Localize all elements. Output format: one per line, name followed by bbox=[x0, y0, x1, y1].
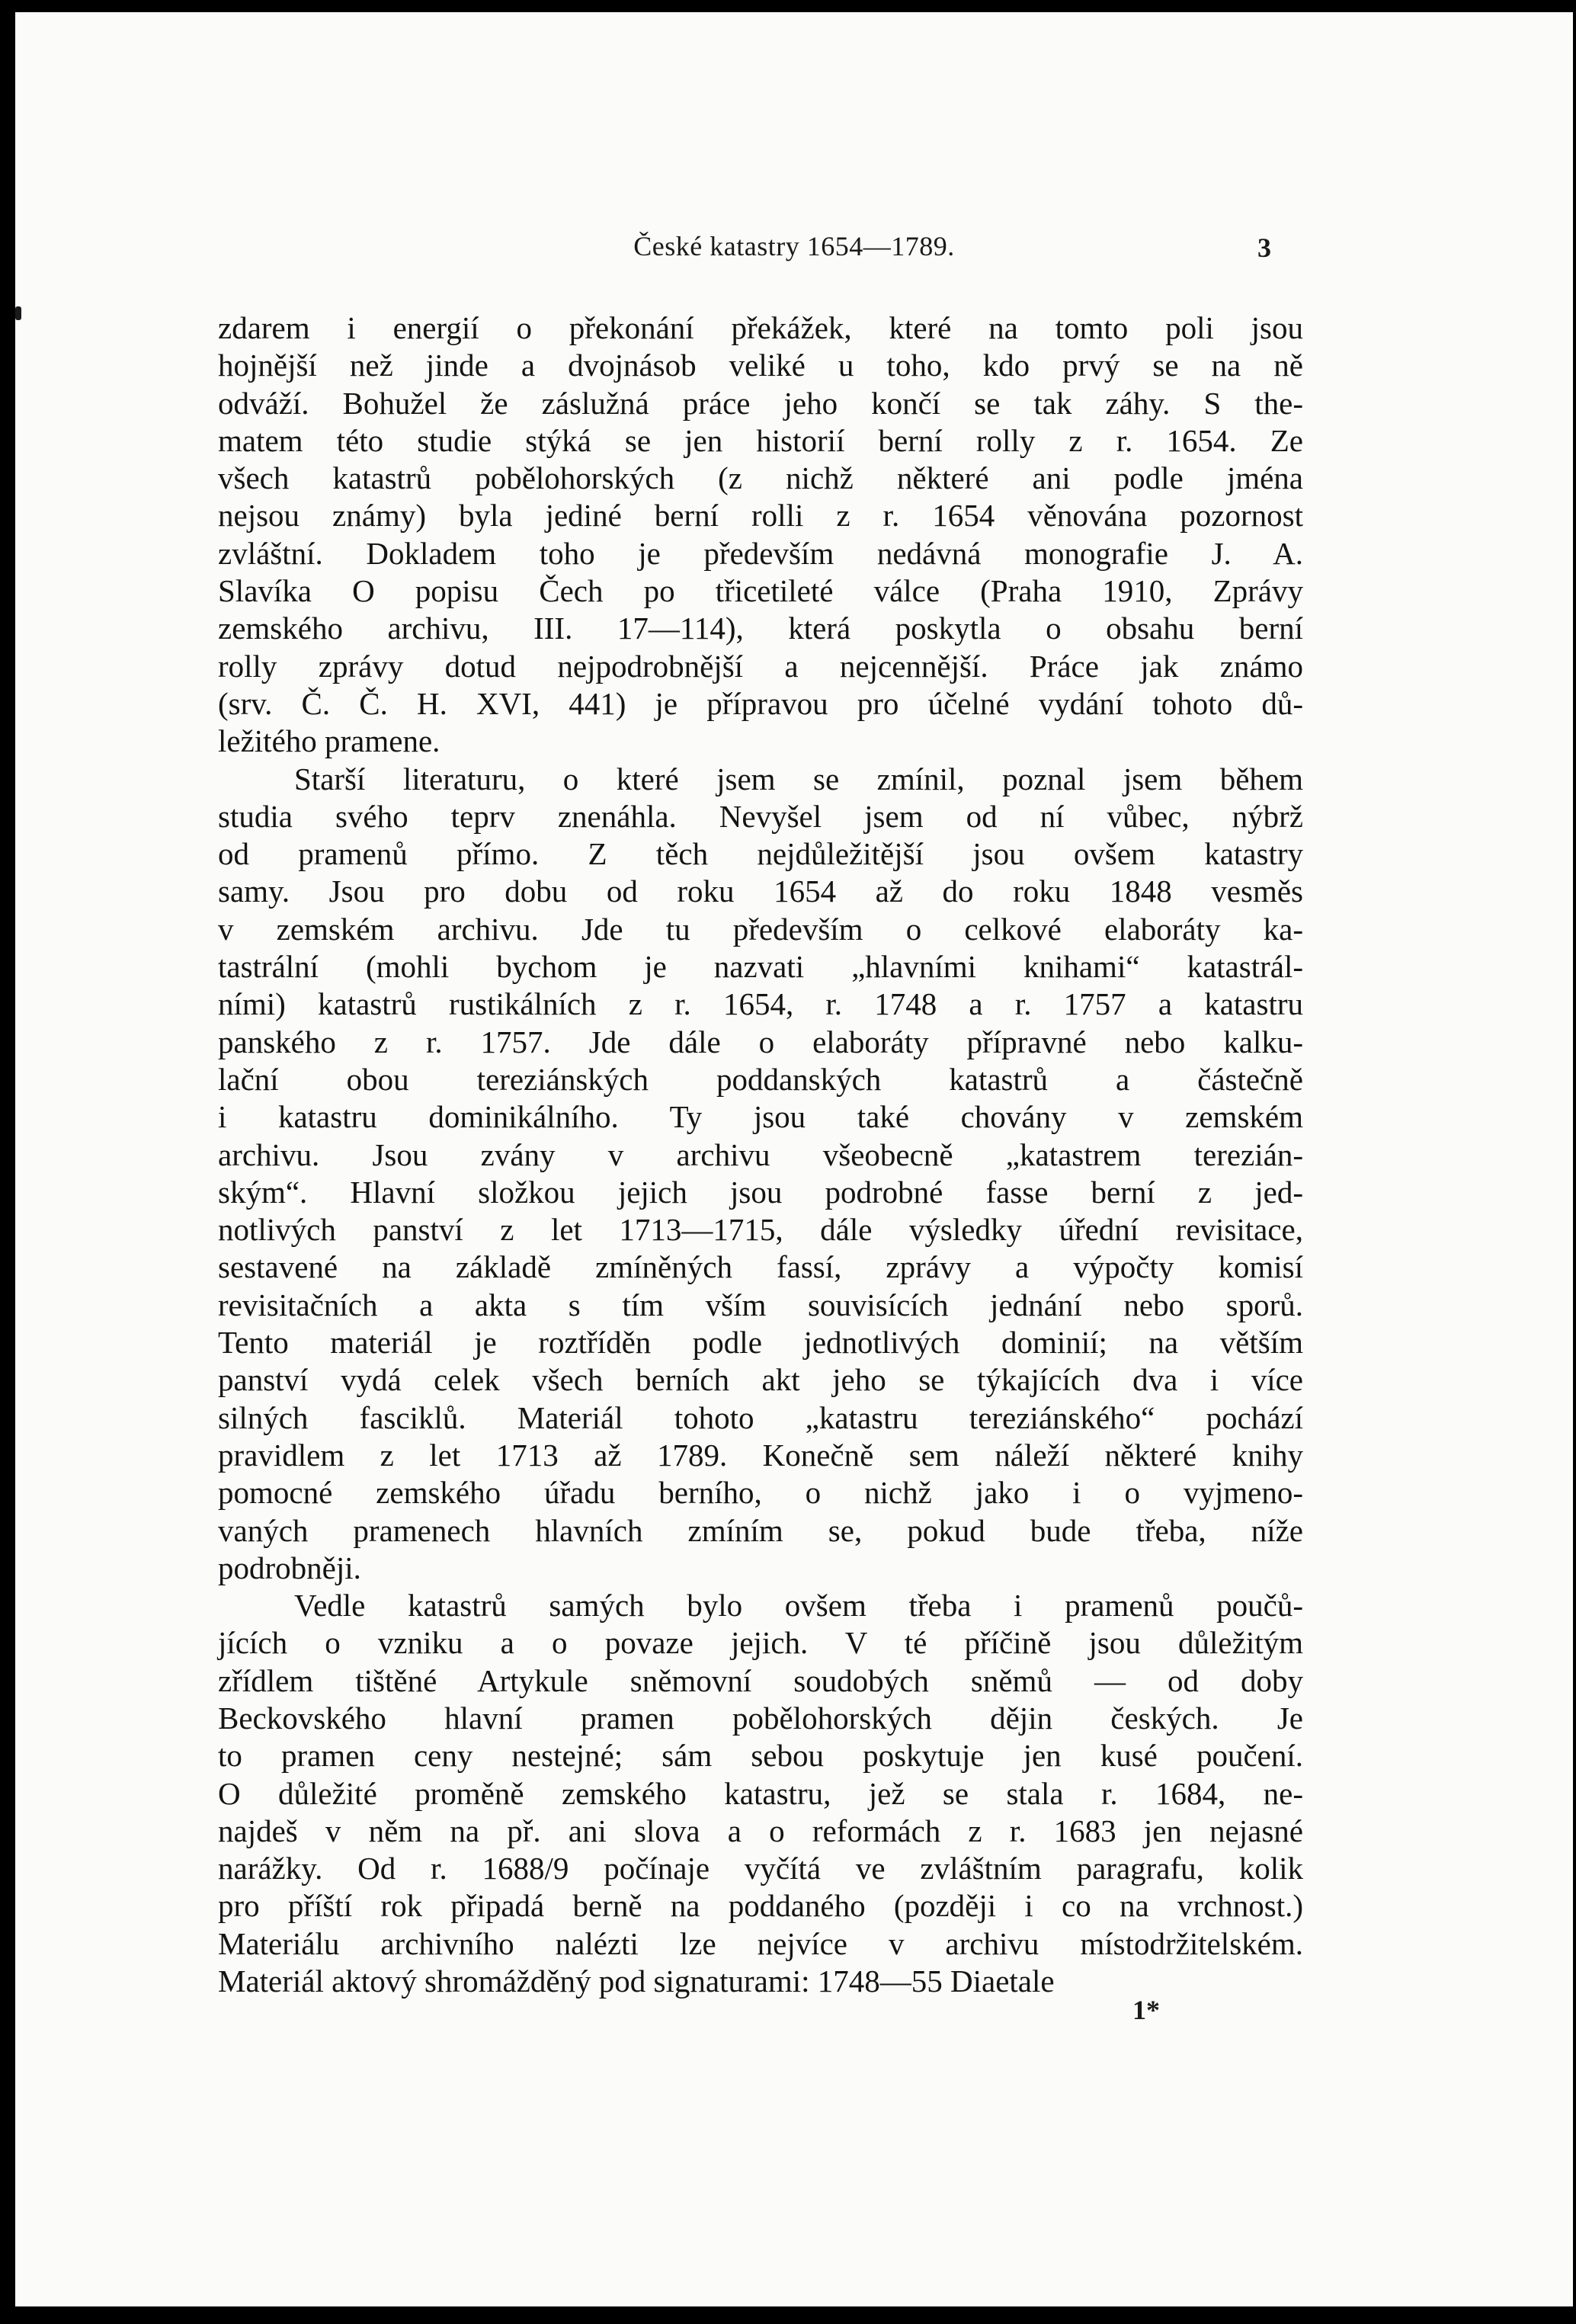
running-header bbox=[15, 226, 1573, 271]
page-number: 3 bbox=[1257, 232, 1271, 263]
text-line: najdeš v něm na př. ani slova a o reformách z r. 1683 jen nejasné bbox=[218, 1813, 1303, 1848]
text-line: tastrální (mohli bychom je nazvati „hlavními knihami“ katastrál- bbox=[218, 949, 1303, 985]
text-line: zdarem i energií o překonání překážek, které na tomto poli jsou bbox=[218, 310, 1303, 345]
text-line: Materiálu archivního nalézti lze nejvíce v archivu místodržitelském. bbox=[218, 1925, 1303, 1961]
text-line: pro příští rok připadá berně na poddaného (později i co na vrchnost.) bbox=[218, 1888, 1303, 1924]
text-line: jících o vzniku a o povaze jejich. V té příčině jsou důležitým bbox=[218, 1625, 1303, 1661]
paragraph bbox=[218, 761, 1303, 1588]
text-line: zemského archivu, III. 17—114), která poskytla o obsahu berní bbox=[218, 611, 1303, 646]
text-line: silných fasciklů. Materiál tohoto „katastru tereziánského“ pochází bbox=[218, 1399, 1303, 1435]
text-line: hojnější než jinde a dvojnásob veliké u toho, kdo prvý se na ně bbox=[218, 348, 1303, 383]
text-line: Materiál aktový shromážděný pod signaturami: 1748—55 Diaetale bbox=[218, 1963, 1055, 1999]
text-line: zřídlem tištěné Artykule sněmovní soudobých sněmů — od doby bbox=[218, 1662, 1303, 1698]
text-line: i katastru dominikálního. Ty jsou také chovány v zemském bbox=[218, 1099, 1303, 1135]
text-line: notlivých panství z let 1713—1715, dále výsledky úřední revisitace, bbox=[218, 1212, 1303, 1248]
text-line: archivu. Jsou zvány v archivu všeobecně „katastrem terezián- bbox=[218, 1136, 1303, 1172]
text-line: Beckovského hlavní pramen pobělohorských dějin českých. Je bbox=[218, 1700, 1303, 1736]
text-line: lační obou tereziánských poddanských katastrů a částečně bbox=[218, 1061, 1303, 1097]
paragraph bbox=[218, 1587, 1303, 2000]
text-line: od pramenů přímo. Z těch nejdůležitější jsou ovšem katastry bbox=[218, 836, 1303, 872]
text-line: panského z r. 1757. Jde dále o elaboráty přípravné nebo kalku- bbox=[218, 1024, 1303, 1059]
margin-ink-mark bbox=[15, 306, 21, 320]
text-line: všech katastrů pobělohorských (z nichž některé ani podle jména bbox=[218, 460, 1303, 496]
text-line: revisitačních a akta s tím vším souvisících jednání nebo sporů. bbox=[218, 1287, 1303, 1322]
text-line: ními) katastrů rustikálních z r. 1654, r. 1748 a r. 1757 a katastru bbox=[218, 986, 1303, 1022]
text-line: nejsou známy) byla jediné berní rolli z r. 1654 věnována pozornost bbox=[218, 498, 1303, 534]
text-line: ležitého pramene. bbox=[218, 723, 440, 759]
text-line: sestavené na základě zmíněných fassí, zprávy a výpočty komisí bbox=[218, 1249, 1303, 1285]
text-line: to pramen ceny nestejné; sám sebou poskytuje jen kusé poučení. bbox=[218, 1738, 1303, 1774]
text-line: odváží. Bohužel že záslužná práce jeho končí se tak záhy. S the- bbox=[218, 385, 1303, 421]
text-line: (srv. Č. Č. H. XVI, 441) je přípravou pro účelné vydání tohoto dů- bbox=[218, 685, 1303, 721]
text-line: Starší literaturu, o které jsem se zmínil, poznal jsem během bbox=[294, 761, 1303, 797]
paragraph bbox=[218, 309, 1303, 761]
book-page bbox=[15, 12, 1573, 2306]
body-text bbox=[218, 309, 1303, 2000]
running-title: České katastry 1654—1789. bbox=[633, 231, 955, 261]
text-line: vaných pramenech hlavních zmíním se, pokud bude třeba, níže bbox=[218, 1512, 1303, 1548]
text-line: pomocné zemského úřadu berního, o nichž jako i o vyjmeno- bbox=[218, 1475, 1303, 1511]
text-line: Tento materiál je roztříděn podle jednotlivých dominií; na větším bbox=[218, 1325, 1303, 1361]
text-line: pravidlem z let 1713 až 1789. Konečně sem náleží některé knihy bbox=[218, 1437, 1303, 1473]
text-line: podrobněji. bbox=[218, 1550, 361, 1585]
text-line: v zemském archivu. Jde tu především o celkové elaboráty ka- bbox=[218, 911, 1303, 947]
text-line: ským“. Hlavní složkou jejich jsou podrobné fasse berní z jed- bbox=[218, 1174, 1303, 1210]
text-line: panství vydá celek všech berních akt jeho se týkajících dva i více bbox=[218, 1362, 1303, 1398]
text-line: studia svého teprv znenáhla. Nevyšel jsem od ní vůbec, nýbrž bbox=[218, 798, 1303, 834]
text-line: Slavíka O popisu Čech po třicetileté válce (Praha 1910, Zprávy bbox=[218, 573, 1303, 609]
text-line: samy. Jsou pro dobu od roku 1654 až do roku 1848 vesměs bbox=[218, 874, 1303, 909]
text-line: zvláštní. Dokladem toho je především nedávná monografie J. A. bbox=[218, 535, 1303, 571]
text-line: Vedle katastrů samých bylo ovšem třeba i pramenů poučů- bbox=[294, 1588, 1303, 1624]
text-line: rolly zprávy dotud nejpodrobnější a nejcennější. Práce jak známo bbox=[218, 648, 1303, 684]
text-line: O důležité proměně zemského katastru, jež se stala r. 1684, ne- bbox=[218, 1775, 1303, 1811]
text-line: matem této studie stýká se jen historií berní rolly z r. 1654. Ze bbox=[218, 422, 1303, 458]
printer-signature-mark: 1* bbox=[1132, 1995, 1160, 2025]
text-line: narážky. Od r. 1688/9 počínaje vyčítá ve zvláštním paragrafu, kolik bbox=[218, 1851, 1303, 1886]
